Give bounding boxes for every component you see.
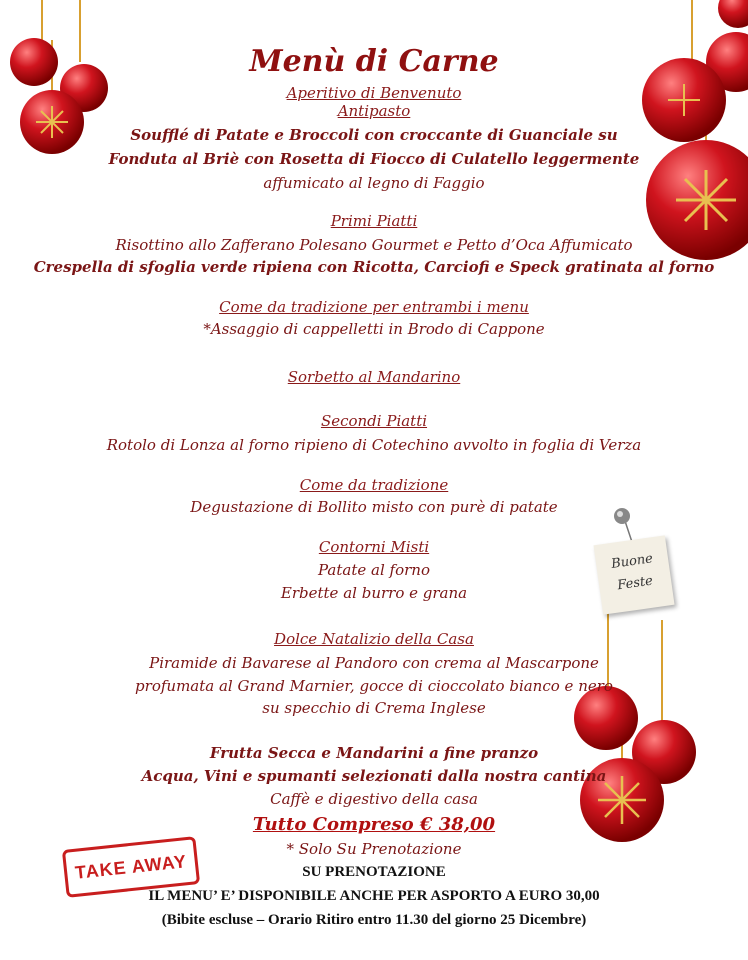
tradizione1-line-1: *Assaggio di cappelletti in Brodo di Cappone xyxy=(203,320,545,338)
dolce-line-3: su specchio di Crema Inglese xyxy=(262,699,486,717)
price-total: Tutto Compreso € 38,00 xyxy=(252,814,496,835)
note-solo-prenotazione: * Solo Su Prenotazione xyxy=(286,840,462,858)
dolce-heading: Dolce Natalizio della Casa xyxy=(274,630,474,648)
sorbetto-heading: Sorbetto al Mandarino xyxy=(287,368,461,386)
primi-line-2: Crespella di sfoglia verde ripiena con Ricotta, Carciofi e Speck gratinata al forno xyxy=(33,258,715,276)
tag-line-1: Buone xyxy=(610,551,654,572)
antipasto-line-2: Fonduta al Briè con Rosetta di Fiocco di Culatello leggermente xyxy=(108,150,640,168)
contorni-line-1: Patate al forno xyxy=(318,561,430,579)
tradizione2-heading: Come da tradizione xyxy=(299,476,449,494)
note-su-prenotazione: SU PRENOTAZIONE xyxy=(302,864,446,880)
contorni-line-2: Erbette al burro e grana xyxy=(280,584,468,602)
tag-line-2: Feste xyxy=(616,573,654,594)
primi-line-1: Risottino allo Zafferano Polesano Gourmet e Petto d’Oca Affumicato xyxy=(115,236,633,254)
dolce-line-1: Piramide di Bavarese al Pandoro con crema al Mascarpone xyxy=(149,654,599,672)
antipasto-line-1: Soufflé di Patate e Broccoli con croccante di Guanciale su xyxy=(130,126,618,144)
take-away-stamp: TAKE AWAY xyxy=(62,836,200,898)
menu-title: Menù di Carne xyxy=(249,44,499,79)
tradizione1-heading: Come da tradizione per entrambi i menu xyxy=(219,298,529,316)
contorni-heading: Contorni Misti xyxy=(318,538,430,556)
extras-line-1: Frutta Secca e Mandarini a fine pranzo xyxy=(209,744,539,762)
antipasto-line-3: affumicato al legno di Faggio xyxy=(263,174,485,192)
tradizione2-line-1: Degustazione di Bollito misto con purè di patate xyxy=(190,498,558,516)
dolce-line-2: profumata al Grand Marnier, gocce di cioccolato bianco e nero xyxy=(135,677,613,695)
antipasto-heading: Antipasto xyxy=(337,102,411,120)
note-asporto: IL MENU’ E’ DISPONIBILE ANCHE PER ASPORTO A EURO 30,00 xyxy=(148,888,600,904)
extras-line-3: Caffè e digestivo della casa xyxy=(270,790,478,808)
note-orario-ritiro: (Bibite escluse – Orario Ritiro entro 11.30 del giorno 25 Dicembre) xyxy=(161,912,587,928)
primi-heading: Primi Piatti xyxy=(330,212,418,230)
extras-line-2: Acqua, Vini e spumanti selezionati dalla nostra cantina xyxy=(141,767,607,785)
aperitivo-heading: Aperitivo di Benvenuto xyxy=(286,84,462,102)
secondi-heading: Secondi Piatti xyxy=(320,412,428,430)
secondi-line-1: Rotolo di Lonza al forno ripieno di Cotechino avvolto in foglia di Verza xyxy=(106,436,642,454)
